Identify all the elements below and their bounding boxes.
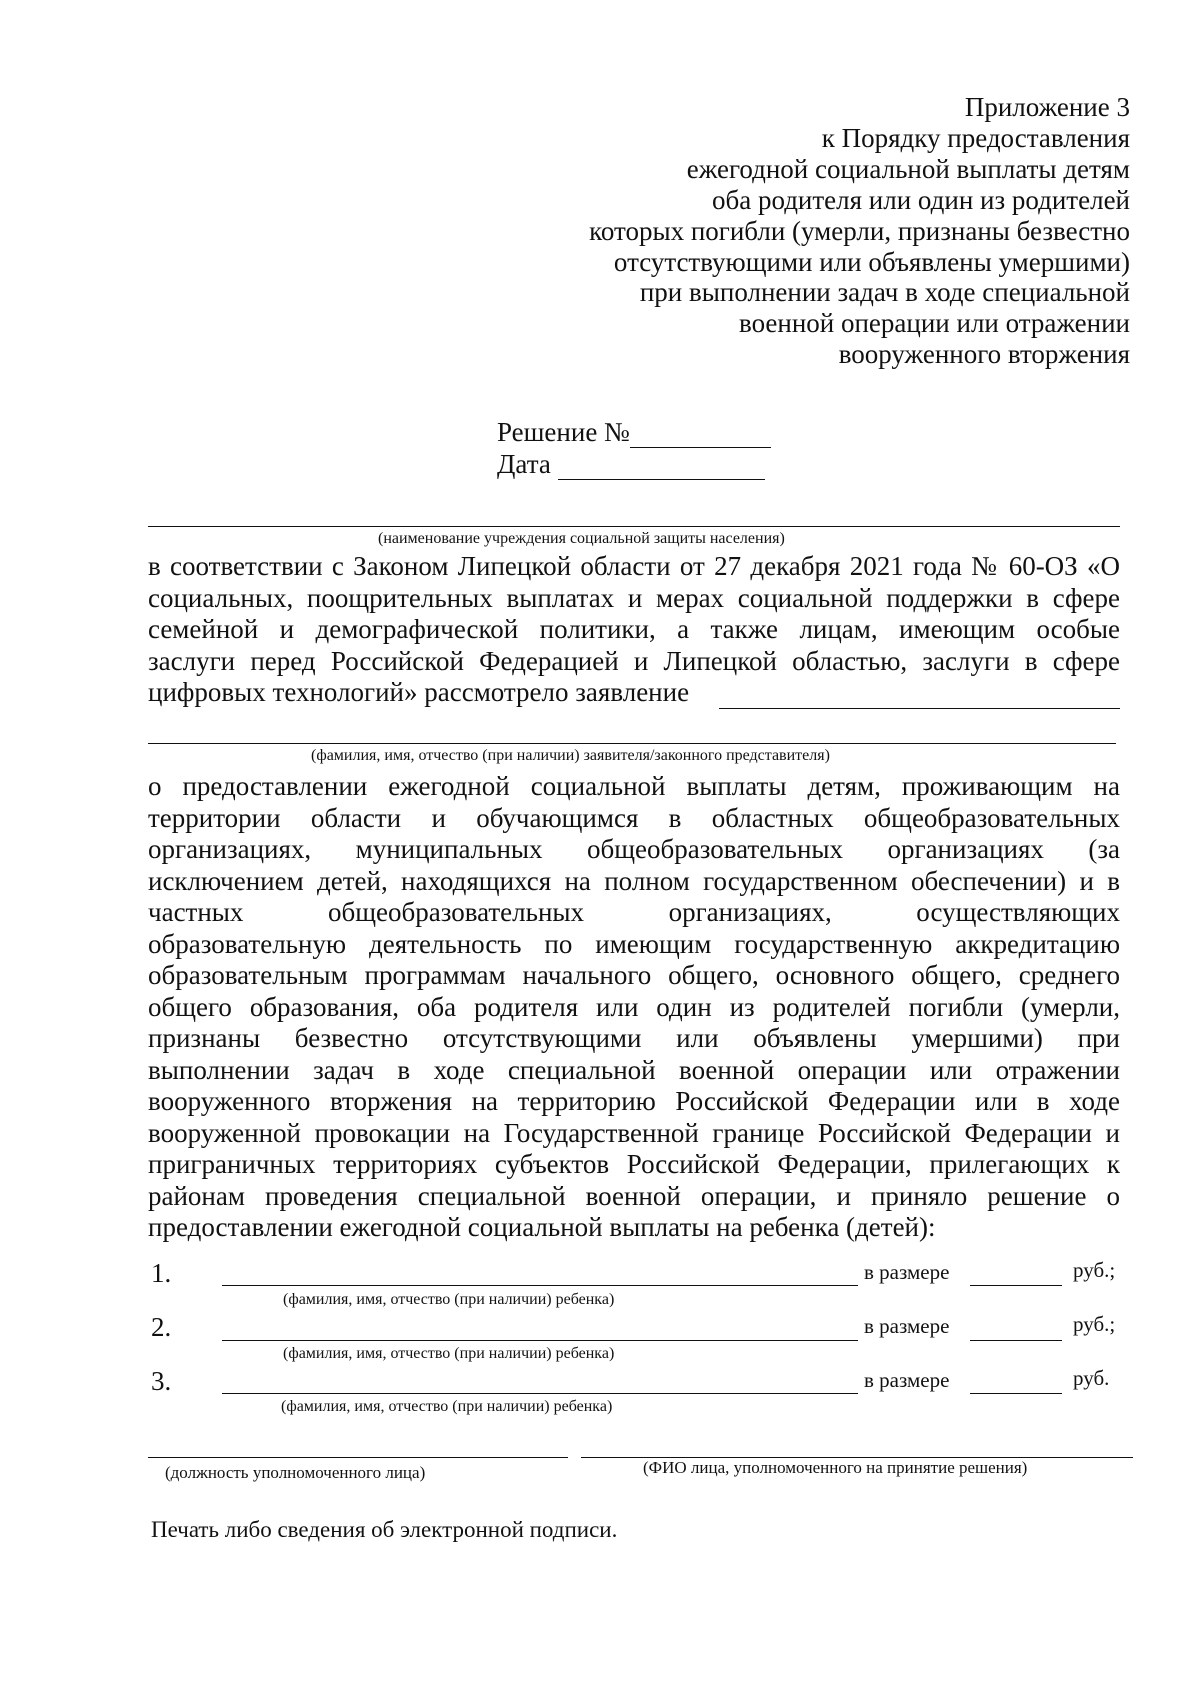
paragraph-line: образовательную деятельность по имеющим государственную аккредитацию xyxy=(148,928,1120,959)
currency-label: руб.; xyxy=(1073,1312,1116,1336)
official-name-caption: (ФИО лица, уполномоченного на принятие решения) xyxy=(643,1458,1028,1477)
header-line: военной операции или отражении xyxy=(739,308,1130,339)
paragraph-decision-body xyxy=(148,771,1120,1244)
position-field[interactable] xyxy=(148,1457,568,1458)
amount-field[interactable] xyxy=(970,1340,1062,1341)
header-line: отсутствующими или объявлены умершими) xyxy=(613,246,1130,277)
header-line: оба родителя или один из родителей xyxy=(712,184,1130,215)
paragraph-line: организациях, муниципальных общеобразовательных организациях (за xyxy=(148,834,1120,864)
paragraph-line: семейной и демографической политики, а также лицам, имеющим особые xyxy=(148,614,1120,644)
child-number: 3. xyxy=(151,1366,172,1396)
amount-label: в размере xyxy=(864,1314,950,1338)
child-name-field[interactable] xyxy=(222,1340,858,1341)
child-caption: (фамилия, имя, отчество (при наличии) ребенка) xyxy=(281,1398,613,1415)
decision-number xyxy=(497,417,771,448)
paragraph-line: признаны безвестно отсутствующими или объявлены умершими) при xyxy=(148,1023,1120,1053)
decision-number-label: Решение № xyxy=(497,417,630,447)
header-line: ежегодной социальной выплаты детям xyxy=(686,153,1130,184)
paragraph-line: районам проведения специальной военной операции, и приняло решение о xyxy=(148,1180,1120,1211)
header-line: вооруженного вторжения xyxy=(838,339,1130,370)
decision-date-field[interactable] xyxy=(558,455,765,480)
child-number: 1. xyxy=(151,1258,172,1288)
paragraph-line: цифровых технологий» рассмотрело заявление xyxy=(148,677,690,707)
amount-field[interactable] xyxy=(970,1393,1062,1394)
currency-label: руб. xyxy=(1073,1366,1110,1390)
currency-label: руб.; xyxy=(1073,1258,1116,1282)
amount-label: в размере xyxy=(864,1368,950,1392)
decision-date xyxy=(497,449,765,480)
paragraph-line: заслуги перед Российской Федерацией и Липецкой областью, заслуги в сфере xyxy=(148,645,1120,676)
child-caption: (фамилия, имя, отчество (при наличии) ребенка) xyxy=(283,1291,615,1308)
paragraph-law-reference xyxy=(148,551,1120,709)
position-caption: (должность уполномоченного лица) xyxy=(165,1463,426,1482)
stamp-note: Печать либо сведения об электронной подписи. xyxy=(151,1517,618,1542)
header-line: при выполнении задач в ходе специальной xyxy=(639,277,1130,308)
child-name-field[interactable] xyxy=(222,1393,858,1394)
paragraph-line: вооруженного вторжения на территорию Российской Федерации или в ходе xyxy=(148,1086,1120,1116)
amount-field[interactable] xyxy=(970,1285,1062,1286)
paragraph-line: территории области и обучающимся в областных общеобразовательных xyxy=(148,802,1120,833)
paragraph-line: в соответствии с Законом Липецкой области от 27 декабря 2021 года № 60-ОЗ «О xyxy=(148,551,1120,581)
child-number: 2. xyxy=(151,1312,172,1342)
decision-number-field[interactable] xyxy=(630,423,771,448)
applicant-field[interactable] xyxy=(148,743,1116,744)
institution-caption: (наименование учреждения социальной защиты населения) xyxy=(378,530,785,547)
applicant-caption: (фамилия, имя, отчество (при наличии) заявителя/законного представителя) xyxy=(311,747,830,764)
application-inline-field[interactable] xyxy=(719,708,1120,709)
appendix-header xyxy=(510,92,1130,370)
child-name-field[interactable] xyxy=(222,1285,858,1286)
paragraph-line: образовательным программам начального общего, основного общего, среднего xyxy=(148,960,1120,990)
paragraph-line: общего образования, оба родителя или один из родителей погибли (умерли, xyxy=(148,991,1120,1022)
header-line: Приложение 3 xyxy=(964,92,1130,122)
header-line: к Порядку предоставления xyxy=(821,122,1130,153)
decision-date-label: Дата xyxy=(497,449,551,479)
paragraph-line: предоставлении ежегодной социальной выплаты на ребенка (детей): xyxy=(148,1212,936,1242)
header-line: которых погибли (умерли, признаны безвестно xyxy=(589,215,1130,246)
paragraph-line: приграничных территориях субъектов Российской Федерации, прилегающих к xyxy=(148,1149,1120,1179)
paragraph-line: вооруженной провокации на Государственной границе Российской Федерации и xyxy=(148,1117,1120,1148)
paragraph-line: частных общеобразовательных организациях, осуществляющих xyxy=(148,897,1120,927)
child-caption: (фамилия, имя, отчество (при наличии) ребенка) xyxy=(283,1345,615,1362)
institution-field[interactable] xyxy=(148,526,1120,527)
paragraph-line: социальных, поощрительных выплатах и мерах социальной поддержки в сфере xyxy=(148,582,1120,613)
paragraph-line: исключением детей, находящихся на полном государственном обеспечении) и в xyxy=(148,865,1120,896)
paragraph-line: выполнении задач в ходе специальной военной операции или отражении xyxy=(148,1054,1120,1085)
amount-label: в размере xyxy=(864,1260,950,1284)
paragraph-line: о предоставлении ежегодной социальной выплаты детям, проживающим на xyxy=(148,771,1120,801)
